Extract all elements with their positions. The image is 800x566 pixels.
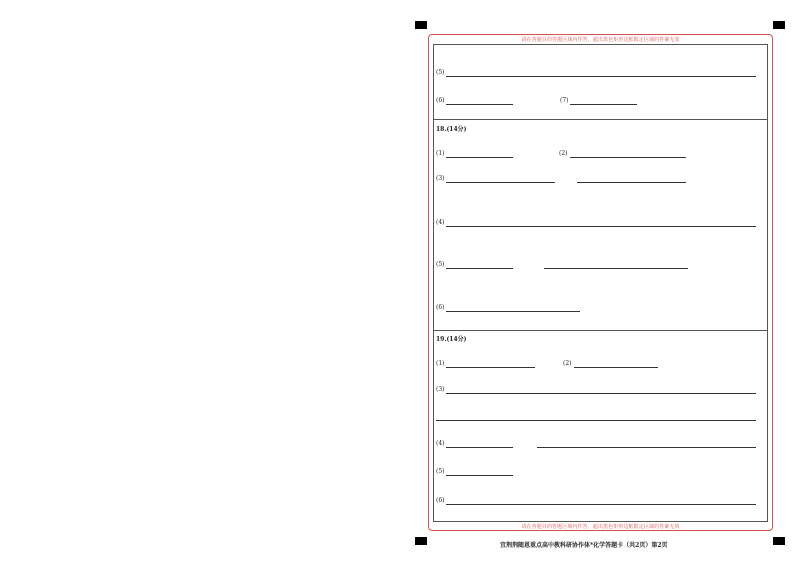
q17-answer-5[interactable]: [446, 76, 756, 77]
q17-label-6: (6): [436, 97, 445, 104]
q18-answer-5a[interactable]: [446, 268, 513, 269]
q18-answer-2[interactable]: [570, 157, 686, 158]
q17-answer-7[interactable]: [570, 104, 637, 105]
corner-marker-top-right: [773, 21, 785, 29]
q19-answer-3b[interactable]: [436, 420, 756, 421]
q19-answer-4a[interactable]: [446, 447, 513, 448]
q19-answer-4b[interactable]: [537, 447, 756, 448]
q18-answer-1[interactable]: [446, 157, 513, 158]
q19-answer-2[interactable]: [574, 367, 658, 368]
q18-label-5: (5): [436, 261, 445, 268]
q18-answer-6[interactable]: [446, 311, 580, 312]
q19-answer-5[interactable]: [446, 475, 513, 476]
q19-label-5: (5): [436, 468, 445, 475]
q18-label-2: (2): [559, 150, 568, 157]
notice-bottom: 请在各题目的答题区域内作答，超出黑色矩形边框限定区域的答案无效: [521, 524, 680, 530]
section-divider-18: [433, 119, 768, 120]
q19-label-3: (3): [436, 386, 445, 393]
q17-answer-6[interactable]: [446, 104, 513, 105]
q19-answer-3a[interactable]: [446, 393, 756, 394]
corner-marker-top-left: [415, 21, 427, 29]
corner-marker-bottom-right: [773, 537, 785, 545]
q17-label-7: (7): [560, 97, 569, 104]
q19-label-4: (4): [436, 440, 445, 447]
q19-title: 19.(14分): [436, 336, 467, 343]
q19-label-1: (1): [436, 360, 445, 367]
q18-label-6: (6): [436, 304, 445, 311]
q19-answer-1[interactable]: [446, 367, 535, 368]
q19-label-2: (2): [563, 360, 572, 367]
section-divider-19: [433, 330, 768, 331]
q18-answer-5b[interactable]: [544, 268, 688, 269]
q17-label-5: (5): [436, 69, 445, 76]
q18-label-4: (4): [436, 219, 445, 226]
q18-title: 18.(14分): [436, 126, 467, 133]
q18-answer-4[interactable]: [446, 226, 756, 227]
q19-label-6: (6): [436, 497, 445, 504]
q18-answer-3a[interactable]: [446, 182, 555, 183]
q18-answer-3b[interactable]: [577, 182, 686, 183]
q19-answer-6[interactable]: [446, 504, 756, 505]
q18-label-3: (3): [436, 175, 445, 182]
notice-top: 请在各题目的答题区域内作答，超出黑色矩形边框限定区域的答案无效: [521, 37, 680, 43]
answer-box: [433, 44, 768, 522]
corner-marker-bottom-left: [415, 537, 427, 545]
page-footer: 宜荆荆随恩重点高中教科研协作体*化学答题卡（共2页）第2页: [500, 542, 668, 549]
q18-label-1: (1): [436, 150, 445, 157]
